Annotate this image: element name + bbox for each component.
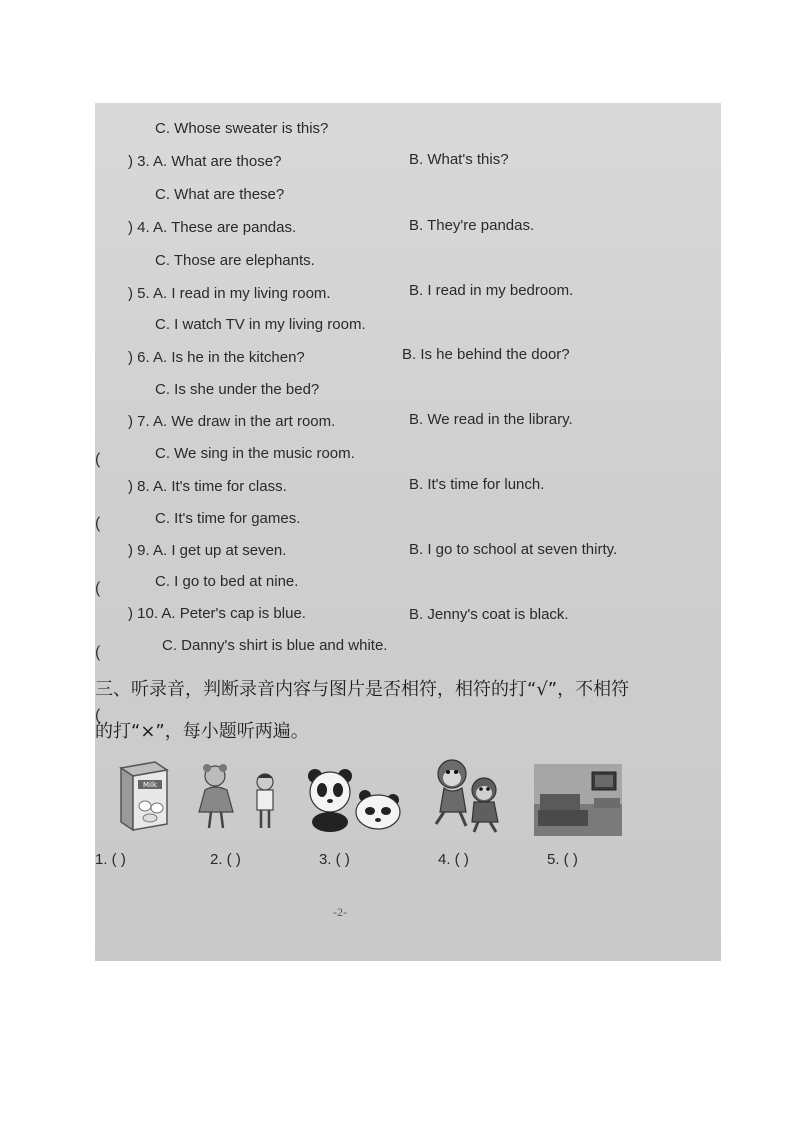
picture-row <box>95 758 721 848</box>
q6-option-a: ) 6. A. Is he in the kitchen? <box>128 349 305 366</box>
q7-option-b: B. We read in the library. <box>409 411 573 428</box>
section3-instruction-line2: 的打“×”，每小题听两遍。 <box>95 721 309 742</box>
q9-option-b: B. I go to school at seven thirty. <box>409 541 618 558</box>
answer-5-blank[interactable]: 5. ( ) <box>547 851 578 868</box>
answer-3-blank[interactable]: 3. ( ) <box>319 851 350 868</box>
q5-option-b: B. I read in my bedroom. <box>409 282 574 299</box>
answer-4-blank[interactable]: 4. ( ) <box>438 851 469 868</box>
page-number: -2- <box>333 905 347 919</box>
milk-label: Milk <box>143 781 157 789</box>
monkeys-icon <box>428 758 508 834</box>
q3-option-c: C. What are these? <box>155 186 285 203</box>
milk-carton-icon <box>115 758 171 832</box>
margin-paren: ( <box>95 580 101 597</box>
q10-option-c: C. Danny's shirt is blue and white. <box>162 637 388 654</box>
q4-option-b: B. They're pandas. <box>409 217 535 234</box>
q8-option-a: ) 8. A. It's time for class. <box>128 478 287 495</box>
q5-option-a: ) 5. A. I read in my living room. <box>128 285 331 302</box>
q3-option-a: ) 3. A. What are those? <box>128 153 282 170</box>
q8-option-b: B. It's time for lunch. <box>409 476 545 493</box>
answer-2-blank[interactable]: 2. ( ) <box>210 851 241 868</box>
q10-option-a: ) 10. A. Peter's cap is blue. <box>128 605 306 622</box>
q3-option-b: B. What's this? <box>409 151 509 168</box>
q4-option-a: ) 4. A. These are pandas. <box>128 219 297 236</box>
q6-option-b: B. Is he behind the door? <box>402 346 570 363</box>
pandas-icon <box>303 766 405 834</box>
q10-option-b: B. Jenny's coat is black. <box>409 606 569 623</box>
margin-paren: ( <box>95 707 101 724</box>
q4-option-c: C. Those are elephants. <box>155 252 315 269</box>
section3-instruction-line1: 三、听录音，判断录音内容与图片是否相符，相符的打“√”，不相符 <box>95 679 630 700</box>
q9-option-a: ) 9. A. I get up at seven. <box>128 542 287 559</box>
margin-paren: ( <box>95 451 101 468</box>
margin-paren: ( <box>95 644 101 661</box>
answer-1-blank[interactable]: 1. ( ) <box>95 851 126 868</box>
q5-option-c: C. I watch TV in my living room. <box>155 316 366 333</box>
q2-option-c: C. Whose sweater is this? <box>155 120 329 137</box>
q6-option-c: C. Is she under the bed? <box>155 381 320 398</box>
margin-paren: ( <box>95 515 101 532</box>
exam-page <box>95 103 721 961</box>
girl-and-boy-icon <box>193 760 283 835</box>
q9-option-c: C. I go to bed at nine. <box>155 573 299 590</box>
q7-option-a: ) 7. A. We draw in the art room. <box>128 413 336 430</box>
q7-option-c: C. We sing in the music room. <box>155 445 355 462</box>
room-photo-icon <box>534 764 622 836</box>
q8-option-c: C. It's time for games. <box>155 510 301 527</box>
